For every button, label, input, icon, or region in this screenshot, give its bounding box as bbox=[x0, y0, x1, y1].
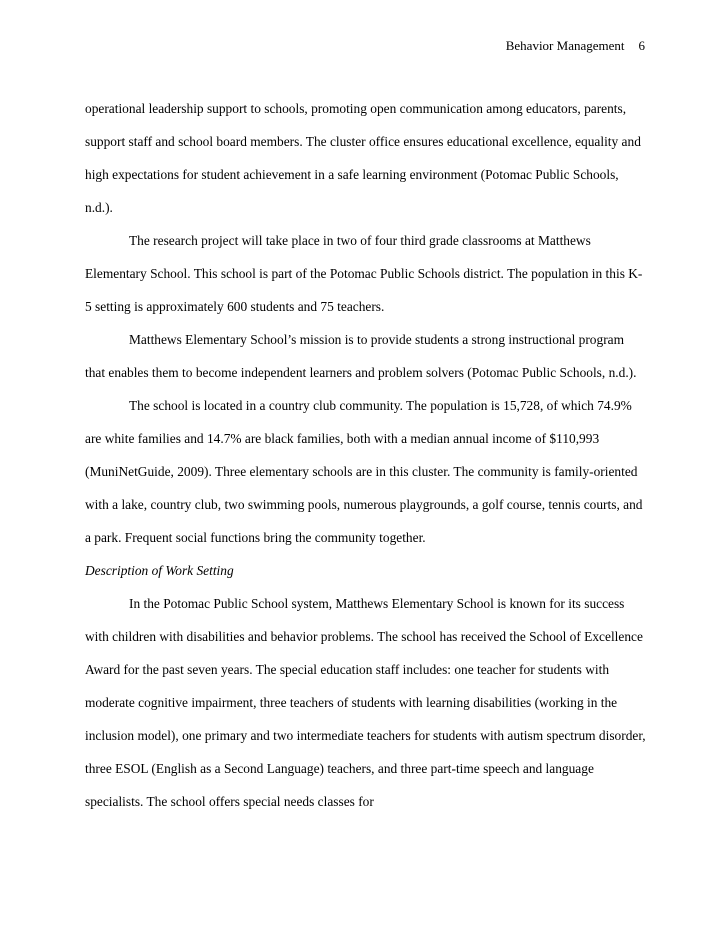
page-number: 6 bbox=[638, 38, 645, 53]
paragraph-community: The school is located in a country club community. The population is 15,728, of which 74.9% are white families and 14.7% are black families, both with a median annual income of $110,993 (MuniNetGuide, 2009). Three elementary schools are in this cluster. The community is family-oriented with a lake, country club, two swimming pools, numerous playgrounds, a golf course, tennis courts, and a park. Frequent social functions bring the community together. bbox=[85, 398, 643, 545]
paragraph-school-mission: Matthews Elementary School’s mission is to provide students a strong instructional program that enables them to become independent learners and problem solvers (Potomac Public Schools, n.d.). bbox=[85, 332, 637, 380]
body-text bbox=[85, 92, 647, 818]
paragraph-continued: operational leadership support to schools, promoting open communication among educators, parents, support staff and school board members. The cluster office ensures educational excellence, equality and high expectations for student achievement in a safe learning environment (Potomac Public Schools, n.d.). bbox=[85, 101, 641, 215]
section-heading: Description of Work Setting bbox=[85, 563, 234, 578]
paragraph-work-setting: In the Potomac Public School system, Matthews Elementary School is known for its success with children with disabilities and behavior problems. The school has received the School of Excellence Award for the past seven years. The special education staff includes: one teacher for students with moderate cognitive impairment, three teachers of students with learning disabilities (working in the inclusion model), one primary and two intermediate teachers for students with autism spectrum disorder, three ESOL (English as a Second Language) teachers, and three part-time speech and language specialists. The school offers special needs classes for bbox=[85, 596, 646, 809]
paragraph-research-project: The research project will take place in two of four third grade classrooms at Matthews Elementary School. This school is part of the Potomac Public Schools district. The population in this K-5 setting is approximately 600 students and 75 teachers. bbox=[85, 233, 643, 314]
running-head-title: Behavior Management bbox=[505, 38, 625, 53]
running-head bbox=[506, 38, 645, 54]
